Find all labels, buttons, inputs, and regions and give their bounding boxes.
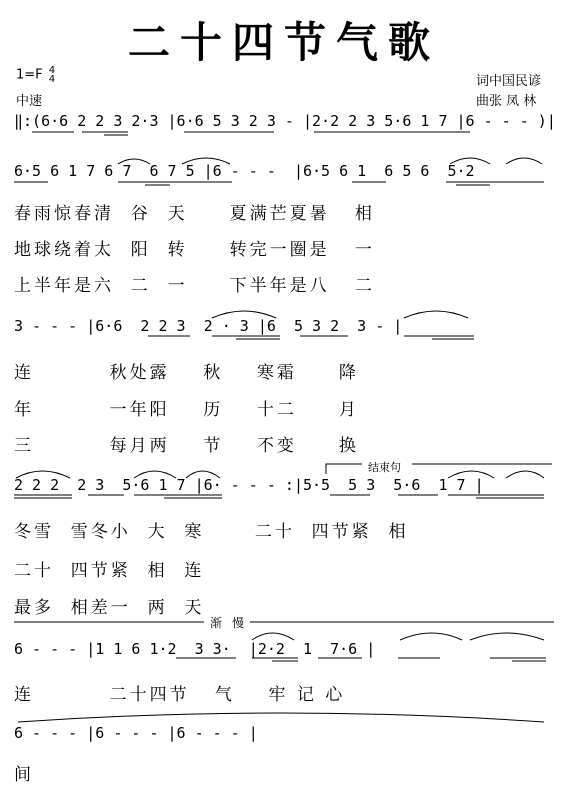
slur: [252, 633, 294, 640]
key-label: 1=F: [16, 67, 43, 83]
lyric-line: 连 二十四节 气 牢 记 心: [14, 685, 346, 705]
slur: [448, 471, 494, 478]
tempo-marking: 中速: [16, 94, 43, 109]
slur: [16, 471, 70, 478]
notation-text: ‖:(6·6 2 2 3 2·3 |6·6 5 3 2 3 - |2·2 2 3 5·6 1 7 |6 - - - )|: [14, 112, 556, 130]
notation-text: 3 - - - |6·6 2 2 3 2 · 3 |6 5 3 2 3 - |: [14, 317, 403, 335]
lyric-line: 连 秋处露 秋 寒霜 降: [14, 363, 359, 383]
notation-text: 2 2 2 2 3 5·6 1 7 |6· - - - :|5·5 5 3 5·6 1 7 |: [14, 476, 484, 494]
slur: [450, 158, 490, 164]
slur: [186, 471, 220, 478]
time-denominator: 4: [48, 74, 56, 85]
lyric-line: 上半年是六 二 一 下半年是八 二: [14, 276, 375, 296]
lyric-line: 三 每月两 节 不变 换: [14, 436, 359, 456]
tie: [18, 713, 544, 722]
lyric-line: 间: [14, 765, 34, 785]
lyric-line: 冬雪 雪冬小 大 寒 二十 四节紧 相: [14, 522, 409, 542]
tempo-mark-rit1: 渐: [210, 616, 223, 630]
ending-label: 结束句: [368, 461, 401, 474]
slur: [118, 159, 150, 164]
slur: [134, 471, 176, 478]
lyricist-credit: 词中国民谚: [476, 74, 542, 89]
slur: [506, 471, 544, 478]
lyric-line: 地球绕着太 阳 转 转完一圈是 一: [14, 240, 375, 260]
slur: [506, 158, 542, 164]
notation-text: 6 - - - |1 1 6 1·2 3 3· |2·2 1 7·6 |: [14, 640, 376, 658]
ending-bracket: [326, 464, 362, 474]
slur: [212, 311, 276, 318]
lyric-line: 最多 相差一 两 天: [14, 598, 205, 618]
song-title: 二十四节气歌: [127, 18, 440, 67]
slur: [400, 633, 462, 640]
slur: [470, 633, 544, 640]
composer-credit: 曲张 凤 林: [476, 94, 537, 109]
lyric-line: 二十 四节紧 相 连: [14, 561, 205, 581]
tempo-mark-rit2: 慢: [232, 616, 245, 630]
notation-text: 6 - - - |6 - - - |6 - - - |: [14, 724, 258, 742]
lyric-line: 年 一年阳 历 十二 月: [14, 400, 359, 420]
slur: [182, 158, 230, 164]
time-numerator: 4: [48, 65, 56, 76]
slur: [404, 311, 468, 318]
lyric-line: 春雨惊春清 谷 天 夏满芒夏暑 相: [14, 204, 375, 224]
notation-text: 6·5 6 1 7 6 7 6 7 5 |6 - - - |6·5 6 1 6 5 6 5·2: [14, 162, 475, 180]
